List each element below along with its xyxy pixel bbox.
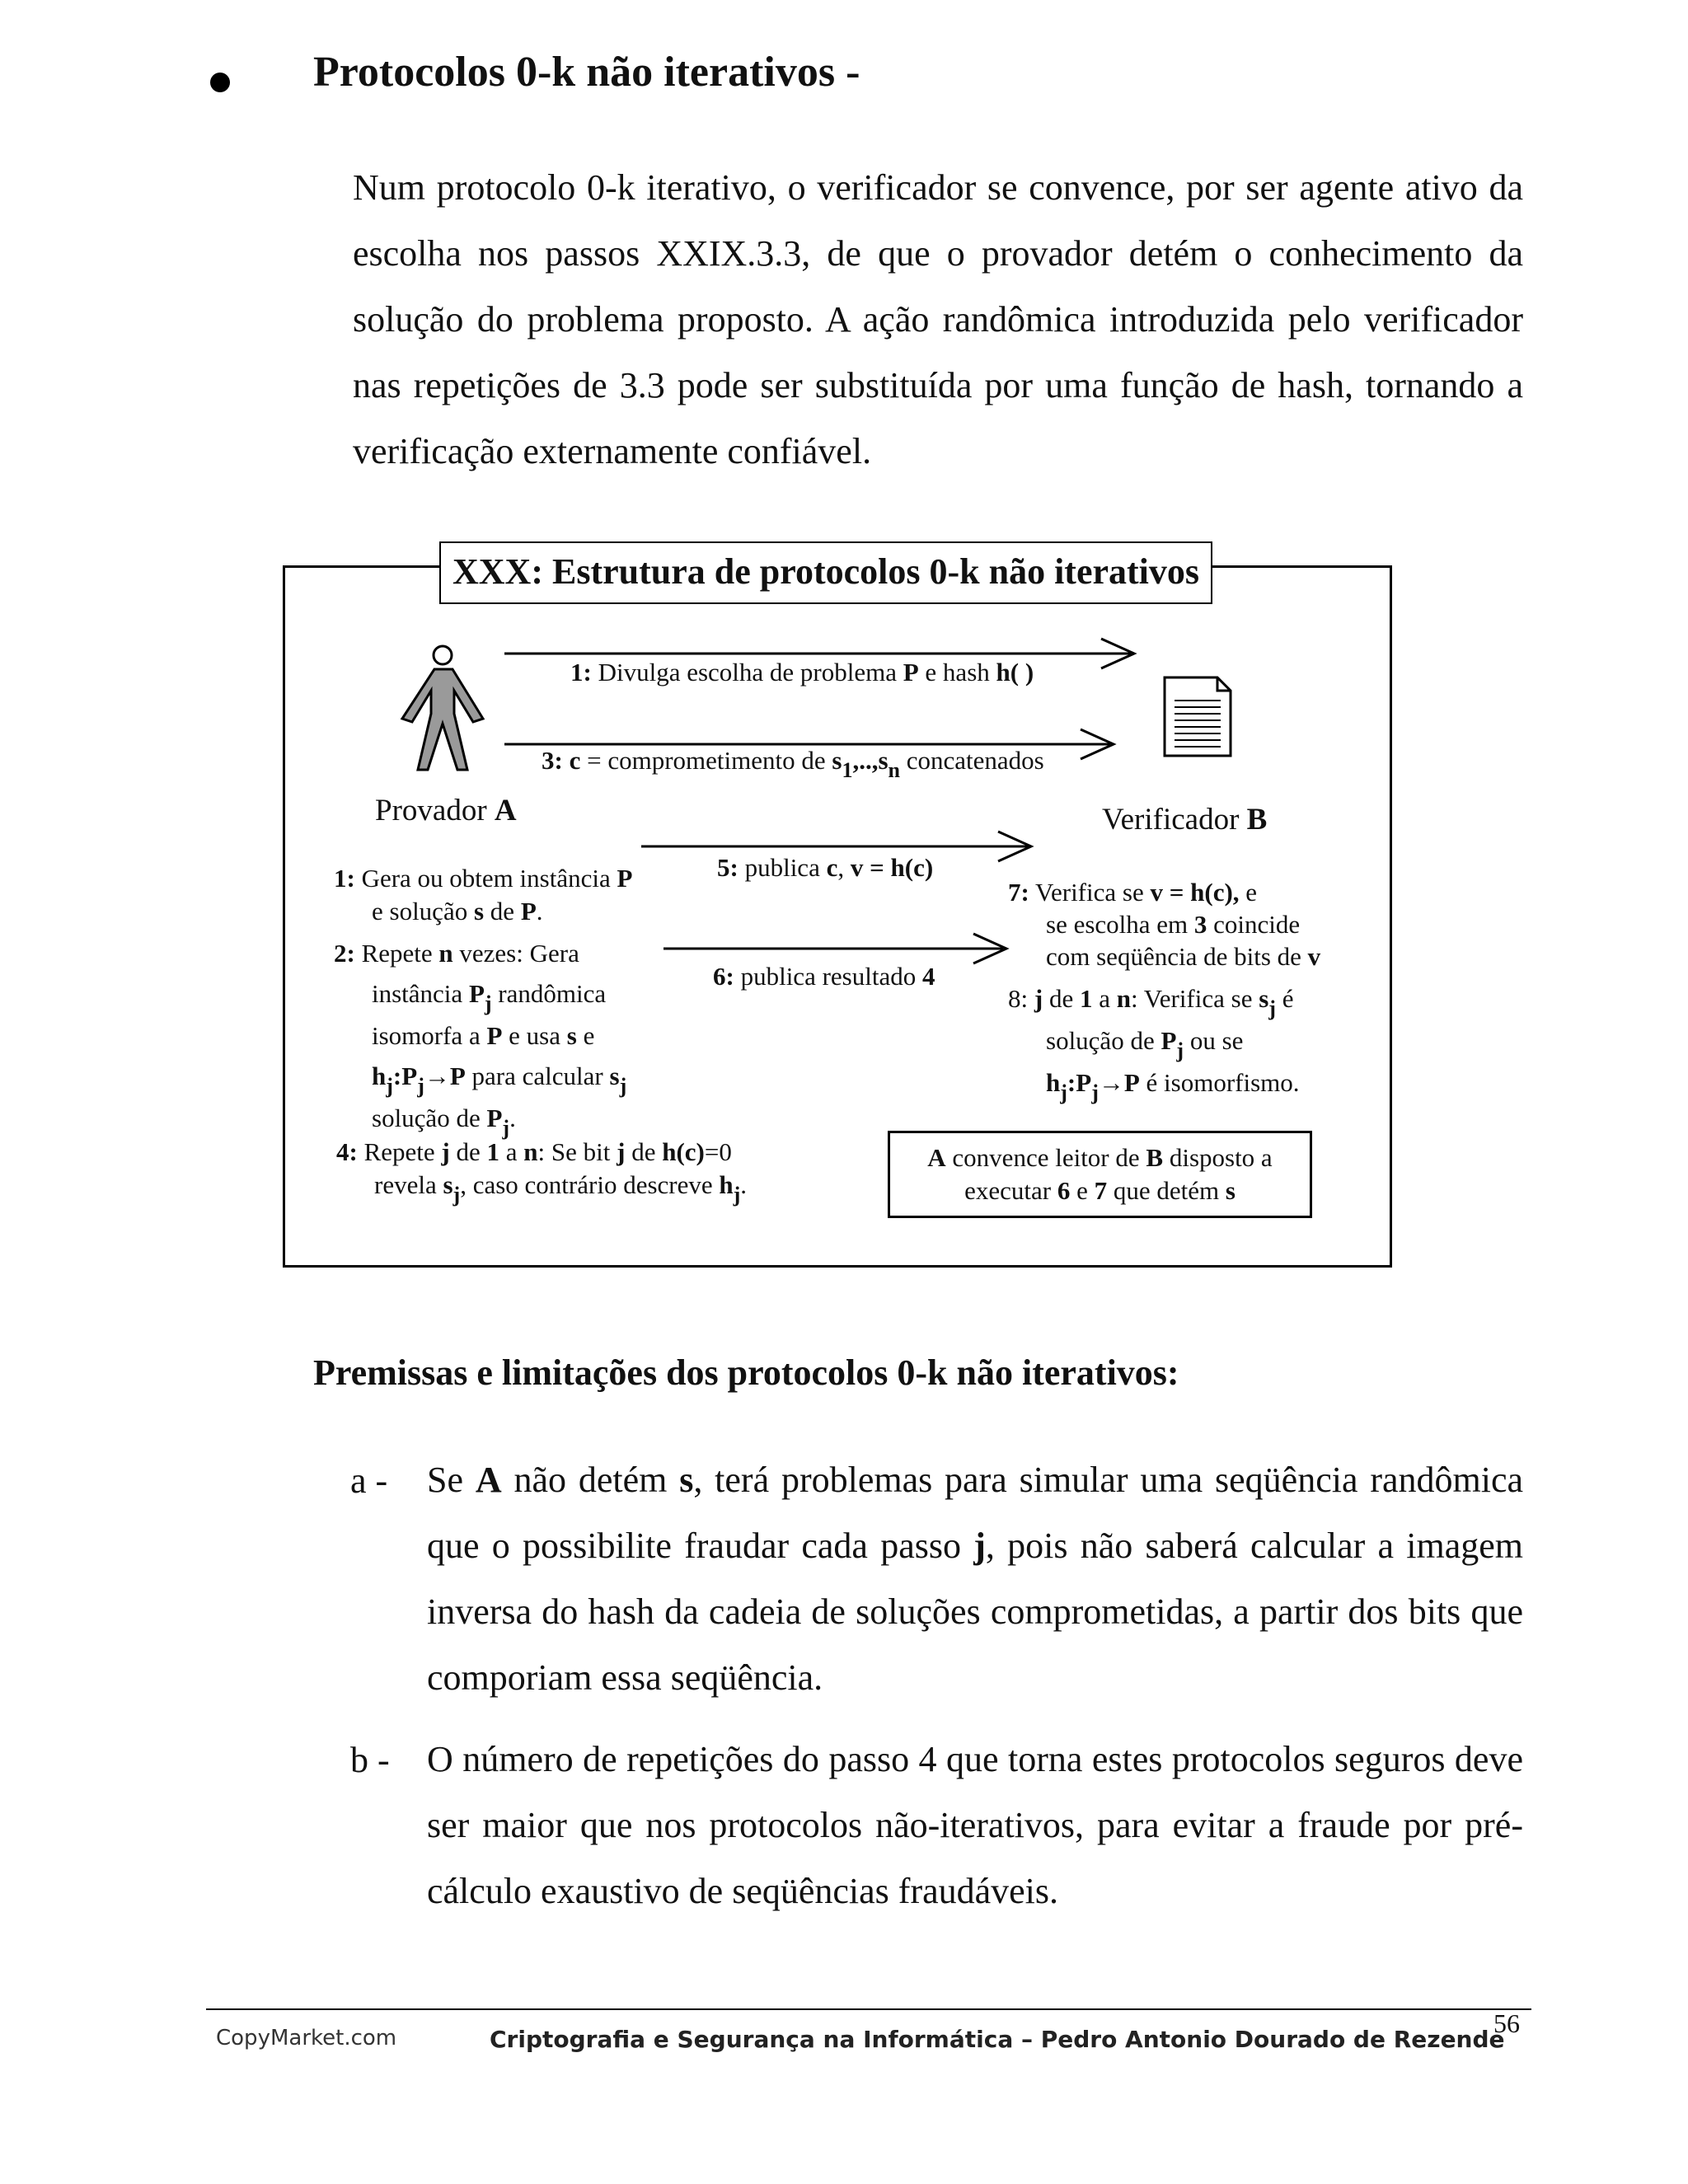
diagram-title: XXX: Estrutura de protocolos 0-k não iterativos — [439, 541, 1212, 604]
premises-heading: Premissas e limitações dos protocolos 0-k não iterativos: — [313, 1352, 1179, 1393]
arrow-1-label: 1: Divulga escolha de problema P e hash h( ) — [570, 658, 1034, 687]
arrow-5-label: 5: publica c, v = h(c) — [717, 853, 934, 882]
conclusion-box: A convence leitor de B disposto a executar 6 e 7 que detém s — [888, 1131, 1312, 1218]
footer-divider — [206, 2008, 1531, 2010]
item-b-text: O número de repetições do passo 4 que torna estes protocolos seguros deve ser maior que nos protocolos não-iterativos, para evitar a fraude por pré-cálculo exaustivo de seqüências fraudáveis. — [427, 1739, 1523, 1911]
prover-label: Provador A — [375, 794, 517, 827]
verifier-label: Verificador B — [1102, 803, 1268, 837]
item-b-label: b - — [350, 1740, 390, 1780]
intro-paragraph: Num protocolo 0-k iterativo, o verificador se convence, por ser agente ativo da escolha nos passos XXIX.3.3, de que o provador detém o conhecimento da solução do problema proposto. A ação randômica introduzida pelo verificador nas repetições de 3.3 pode ser substituída por uma função de hash, tornando a verificação externamente confiável. — [353, 167, 1523, 471]
page-number: 56 — [1493, 2008, 1520, 2038]
verifier-step-7: 7: Verifica se v = h(c), e se escolha em 3 coincide com seqüência de bits de v — [1008, 878, 1321, 971]
arrow-3-label: 3: c = comprometimento de $s_1,..,s_n$ concatenados — [542, 746, 1044, 782]
person-icon — [402, 646, 483, 770]
footer-site: CopyMarket.com — [216, 2026, 397, 2050]
arrow-6-label: 6: publica resultado 4 — [713, 962, 935, 991]
prover-step-4: 4: Repete j de 1 a n: Se bit j de h(c)=0 revela $s_j$, caso contrário descreve $h_j$. — [336, 1137, 748, 1207]
verifier-step-8: 8: j de 1 a n: Verifica se $s_j$ é solução de $P_j$ ou se $h_j:P_j\to P$ é isomorfismo. — [1008, 984, 1300, 1104]
section-heading: Protocolos 0-k não iterativos - — [313, 49, 860, 96]
document-icon — [1165, 677, 1231, 756]
item-a-text: Se A não detém s, terá problemas para simular uma seqüência randômica que o possibilite fraudar cada passo j, pois não saberá calcular a imagem inversa do hash da cadeia de soluções comprometidas, a partir dos bits que comporiam essa seqüência. — [427, 1460, 1524, 1698]
footer-title: Criptografia e Segurança na Informática – Pedro Antonio Dourado de Rezende — [490, 2026, 1505, 2053]
prover-step-2: 2: Repete n vezes: Gera instância $P_j$ randômica isomorfa a P e usa s e $h_j:P_j\to P$ para calcular $s_j$ solução de $P_j$. — [334, 939, 627, 1140]
prover-step-1: 1: Gera ou obtem instância P e solução s de P. — [334, 864, 633, 926]
item-a-label: a - — [350, 1460, 388, 1501]
